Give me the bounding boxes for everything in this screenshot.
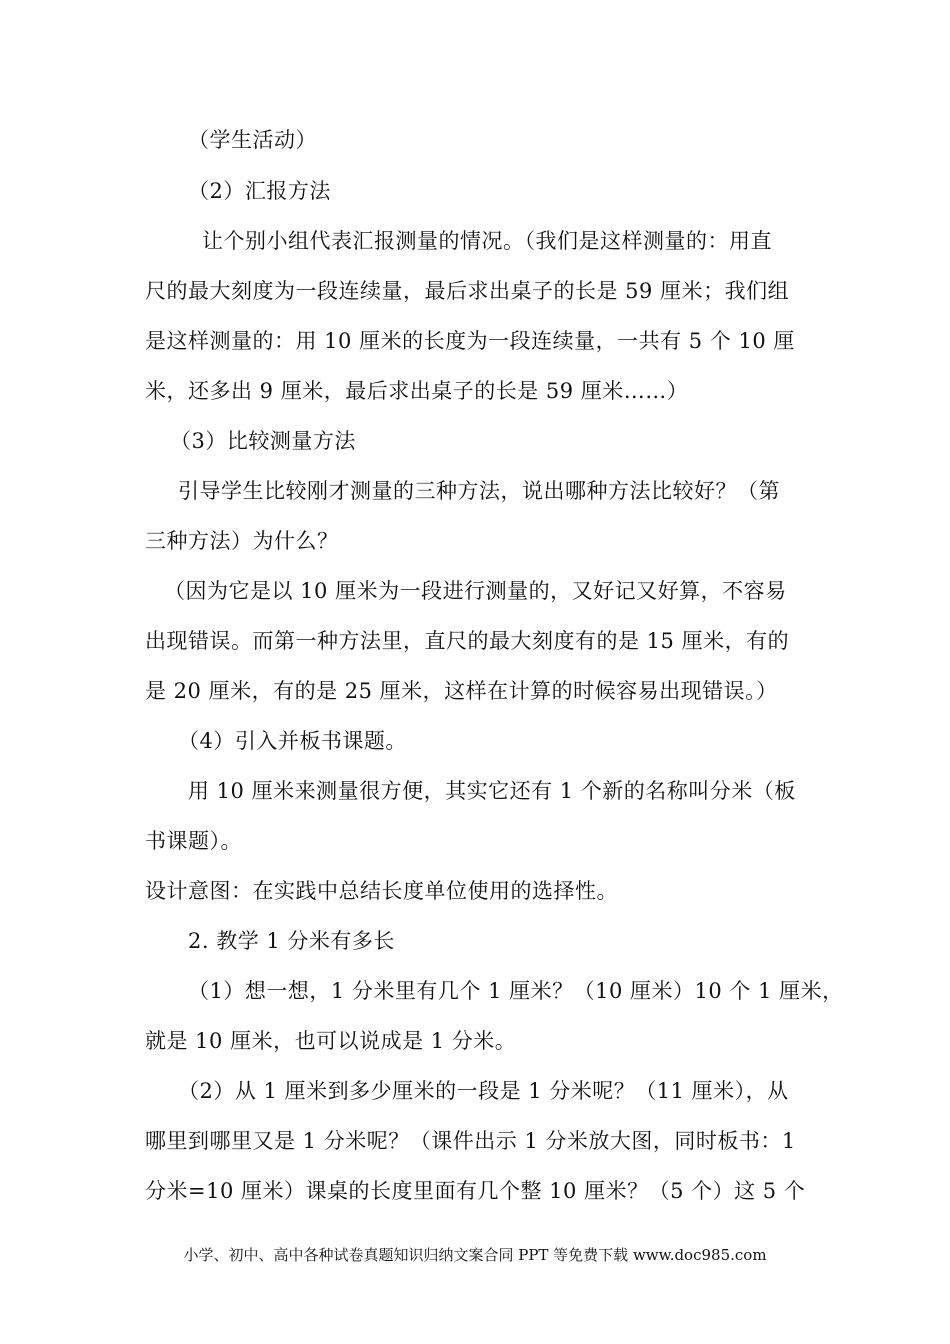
- text-line: 是 20 厘米，有的是 25 厘米，这样在计算的时候容易出现错误。）: [145, 679, 778, 703]
- text-line: 三种方法）为什么？: [145, 529, 339, 553]
- text-line: 设计意图：在实践中总结长度单位使用的选择性。: [145, 879, 618, 903]
- page-footer: 小学、初中、高中各种试卷真题知识归纳文案合同 PPT 等免费下载 www.doc985.com: [183, 1246, 767, 1264]
- text-line: 引导学生比较刚才测量的三种方法，说出哪种方法比较好？（第: [178, 479, 780, 503]
- text-line: （3）比较测量方法: [170, 429, 356, 453]
- text-line: 米，还多出 9 厘米，最后求出桌子的长是 59 厘米……）: [145, 379, 689, 403]
- text-line: 书课题）。: [145, 829, 242, 853]
- text-line: 尺的最大刻度为一段连续量，最后求出桌子的长是 59 厘米；我们组: [145, 279, 790, 303]
- text-line: （4）引入并板书课题。: [178, 729, 407, 753]
- text-line: 让个别小组代表汇报测量的情况。（我们是这样测量的：用直: [202, 229, 772, 253]
- text-line: （2）汇报方法: [188, 179, 331, 203]
- text-line: （学生活动）: [188, 128, 317, 152]
- text-line: 2. 教学 1 分米有多长: [188, 929, 395, 953]
- text-line: 就是 10 厘米，也可以说成是 1 分米。: [145, 1029, 517, 1053]
- text-line: 出现错误。而第一种方法里，直尺的最大刻度有的是 15 厘米，有的: [145, 629, 790, 653]
- text-line: 用 10 厘米来测量很方便，其实它还有 1 个新的名称叫分米（板: [188, 779, 796, 803]
- text-line: 哪里到哪里又是 1 分米呢？（课件出示 1 分米放大图，同时板书：1: [145, 1129, 796, 1153]
- text-line: （2）从 1 厘米到多少厘米的一段是 1 分米呢？（11 厘米），从: [178, 1079, 789, 1103]
- text-line: 是这样测量的：用 10 厘米的长度为一段连续量，一共有 5 个 10 厘: [145, 329, 795, 353]
- text-line: （因为它是以 10 厘米为一段进行测量的，又好记又好算，不容易: [164, 579, 787, 603]
- text-line: 分米=10 厘米）课桌的长度里面有几个整 10 厘米？（5 个）这 5 个: [145, 1179, 806, 1203]
- text-line: （1）想一想，1 分米里有几个 1 厘米？（10 厘米）10 个 1 厘米，: [188, 979, 844, 1003]
